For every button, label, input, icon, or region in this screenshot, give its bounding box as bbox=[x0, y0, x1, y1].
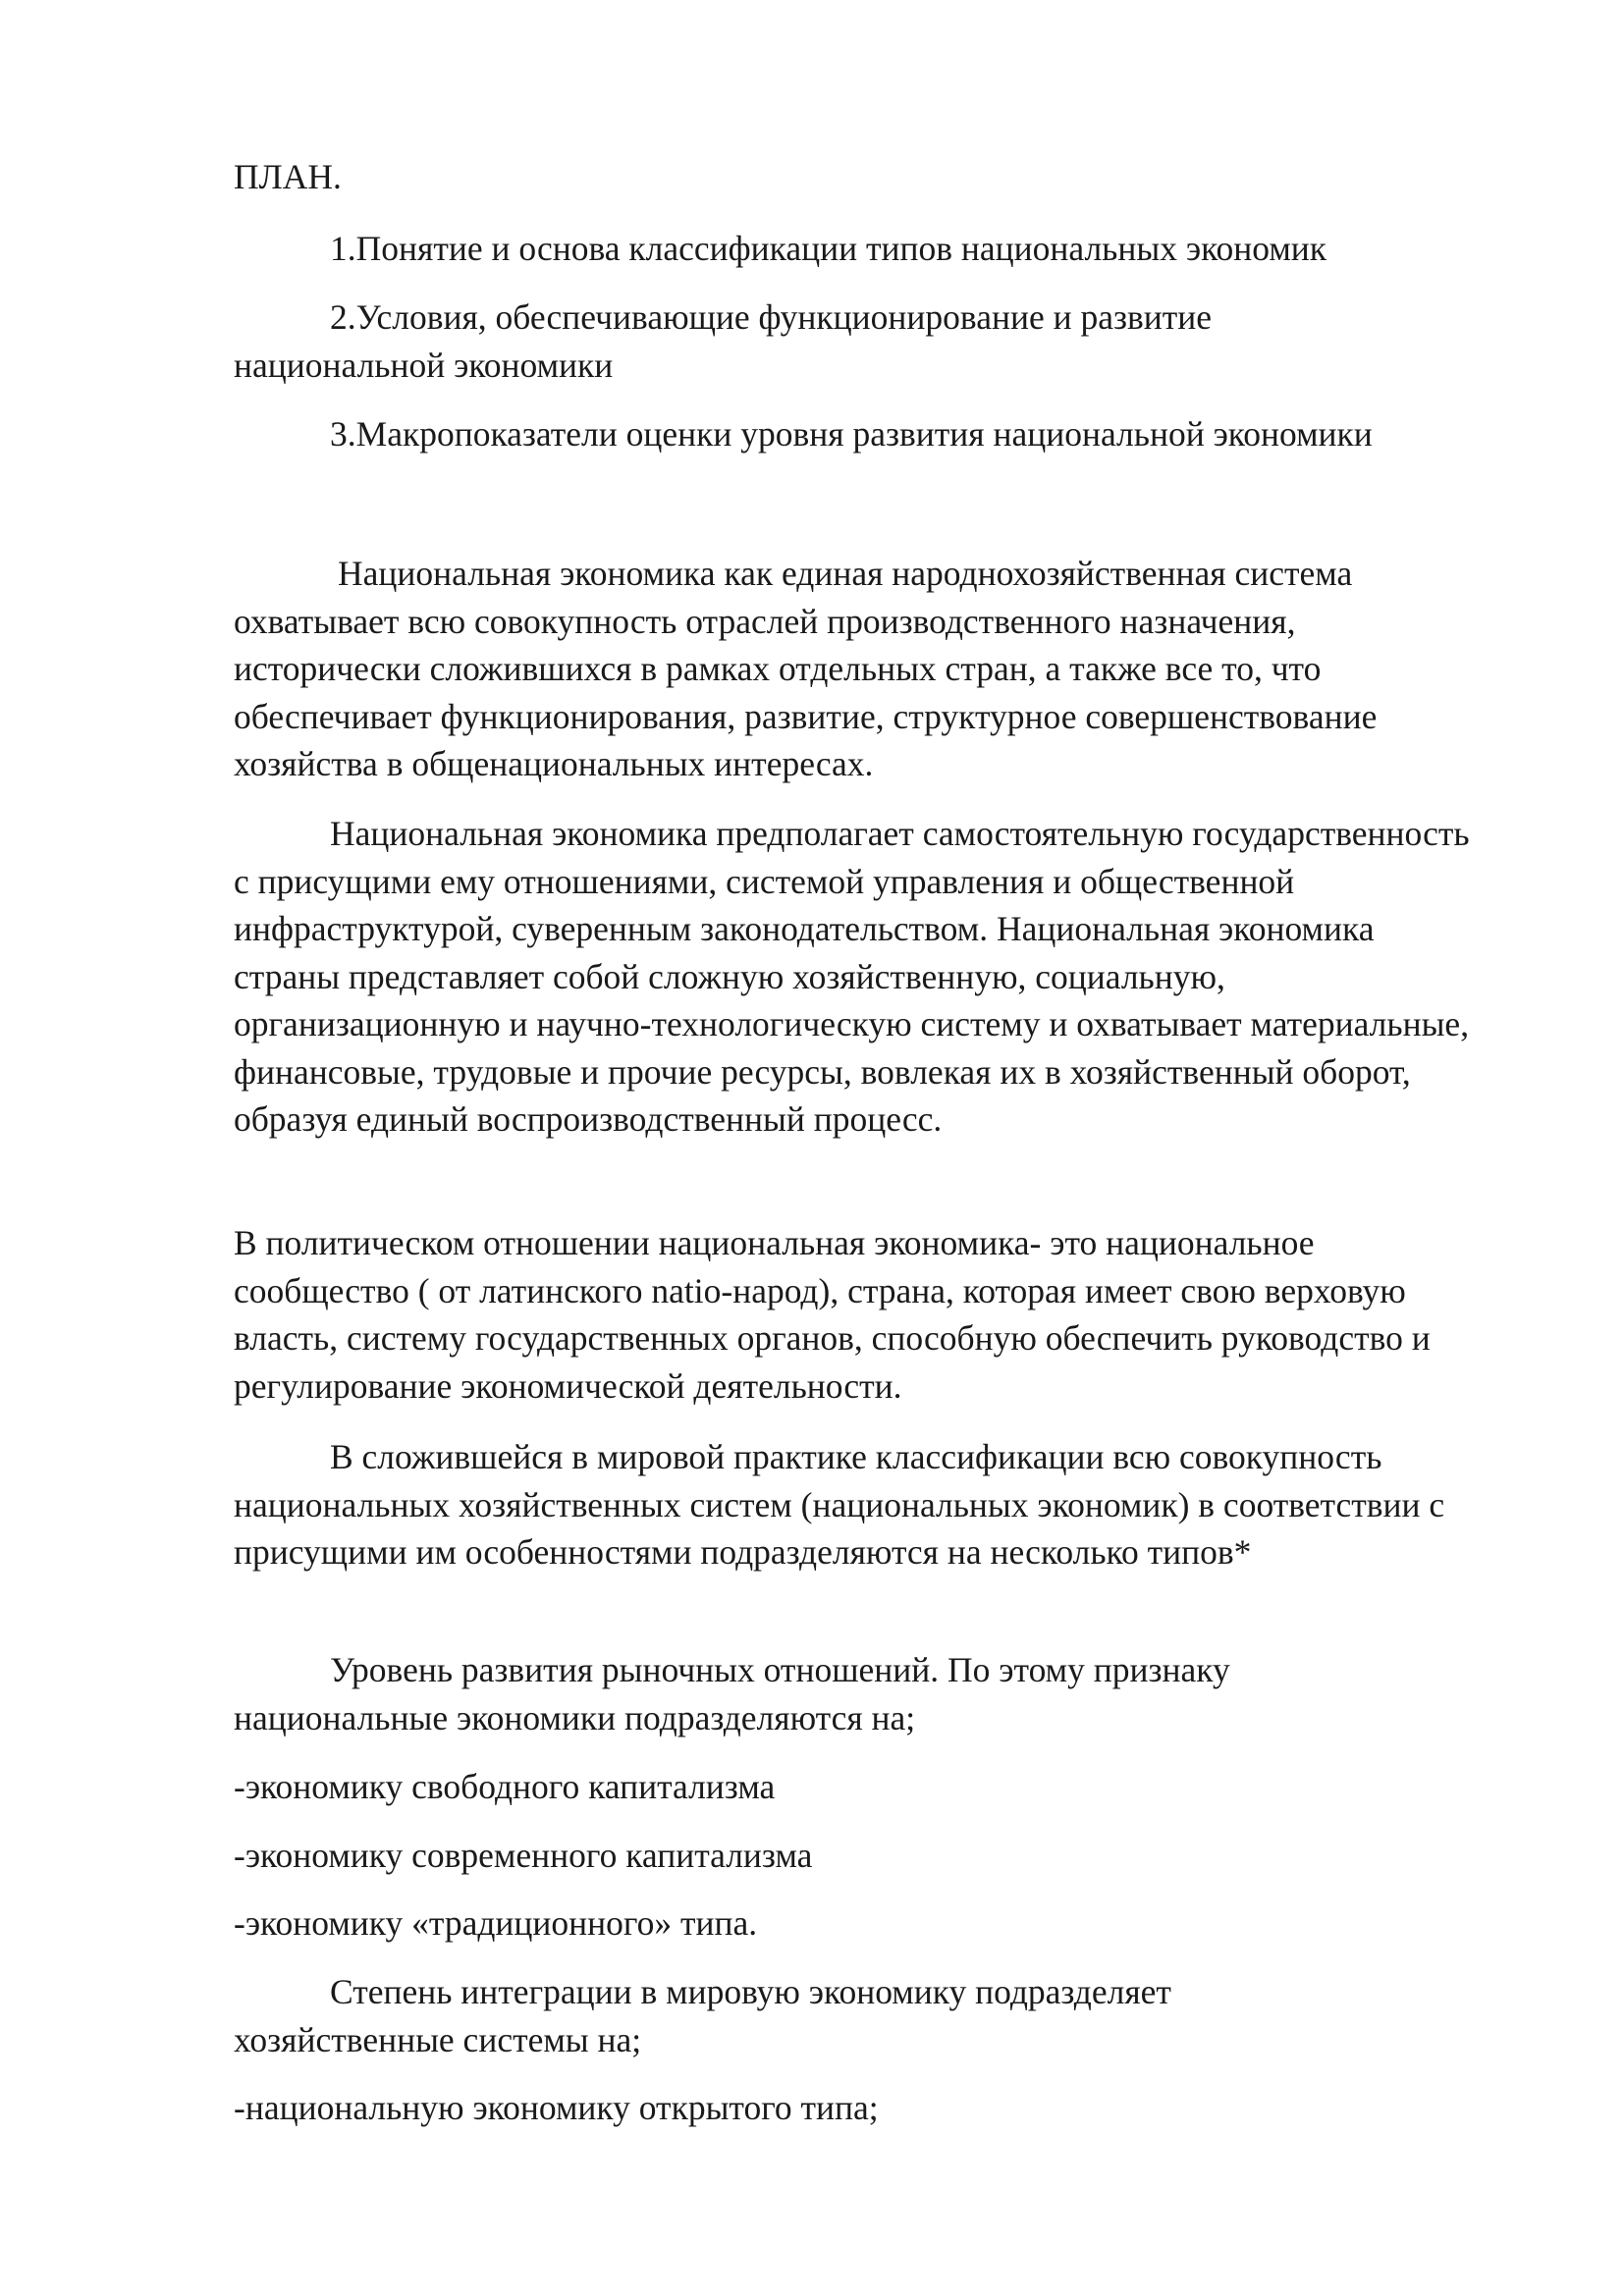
paragraph-text: Национальная экономика как единая народнохозяйственная система охватывает всю совокупность отраслей производственного назначения, исторически сложившихся в рамках отдельных стран, а также все то, что обеспечивает функционирования, развитие, структурное совершенствование хозяйства в общенациональных интересах. bbox=[234, 554, 1378, 783]
plan-title: ПЛАН. bbox=[234, 157, 342, 196]
paragraph-2 bbox=[234, 810, 1476, 1144]
paragraph-3 bbox=[234, 1219, 1476, 1410]
paragraph-text: Степень интеграции в мировую экономику подразделяет хозяйственные системы на; bbox=[234, 1972, 1171, 2059]
plan-item-2 bbox=[234, 294, 1333, 389]
list-item: -экономику свободного капитализма bbox=[234, 1767, 776, 1806]
list-item: -экономику «традиционного» типа. bbox=[234, 1903, 758, 1943]
plan-item-text: 2.Условия, обеспечивающие функционирование и развитие национальной экономики bbox=[234, 297, 1213, 385]
list-item: -экономику современного капитализма bbox=[234, 1836, 813, 1875]
paragraph-text: Уровень развития рыночных отношений. По этому признаку национальные экономики подразделяются на; bbox=[234, 1650, 1230, 1737]
paragraph-text: В политическом отношении национальная экономика- это национальное сообщество ( от латинского natio-народ), страна, которая имеет свою верховую власть, систему государственных органов, способную обеспечить руководство и регулирование экономической деятельности. bbox=[234, 1223, 1431, 1406]
paragraph-4 bbox=[234, 1433, 1500, 1576]
plan-item-1 bbox=[234, 225, 1510, 273]
plan-item-text: 1.Понятие и основа классификации типов национальных экономик bbox=[330, 229, 1327, 268]
paragraph-text: Национальная экономика предполагает самостоятельную государственность с присущими ему отношениями, системой управления и общественной инфраструктурой, суверенным законодательством. Национальная экономика страны представляет собой сложную хозяйственную, социальную, организационную и научно-технологическую систему и охватывает материальные, финансовые, трудовые и прочие ресурсы, вовлекая их в хозяйственный оборот, образуя единый воспроизводственный процесс. bbox=[234, 814, 1470, 1139]
paragraph-5 bbox=[234, 1646, 1382, 1741]
paragraph-text: В сложившейся в мировой практике классификации всю совокупность национальных хозяйственных систем (национальных экономик) в соответствии с присущими им особенностями подразделяются на несколько типов* bbox=[234, 1437, 1445, 1572]
paragraph-6 bbox=[234, 1968, 1382, 2063]
paragraph-1 bbox=[234, 550, 1476, 788]
plan-item-3 bbox=[234, 410, 1510, 458]
list-item: -национальную экономику открытого типа; bbox=[234, 2088, 879, 2127]
plan-item-text: 3.Макропоказатели оценки уровня развития национальной экономики bbox=[330, 414, 1373, 454]
